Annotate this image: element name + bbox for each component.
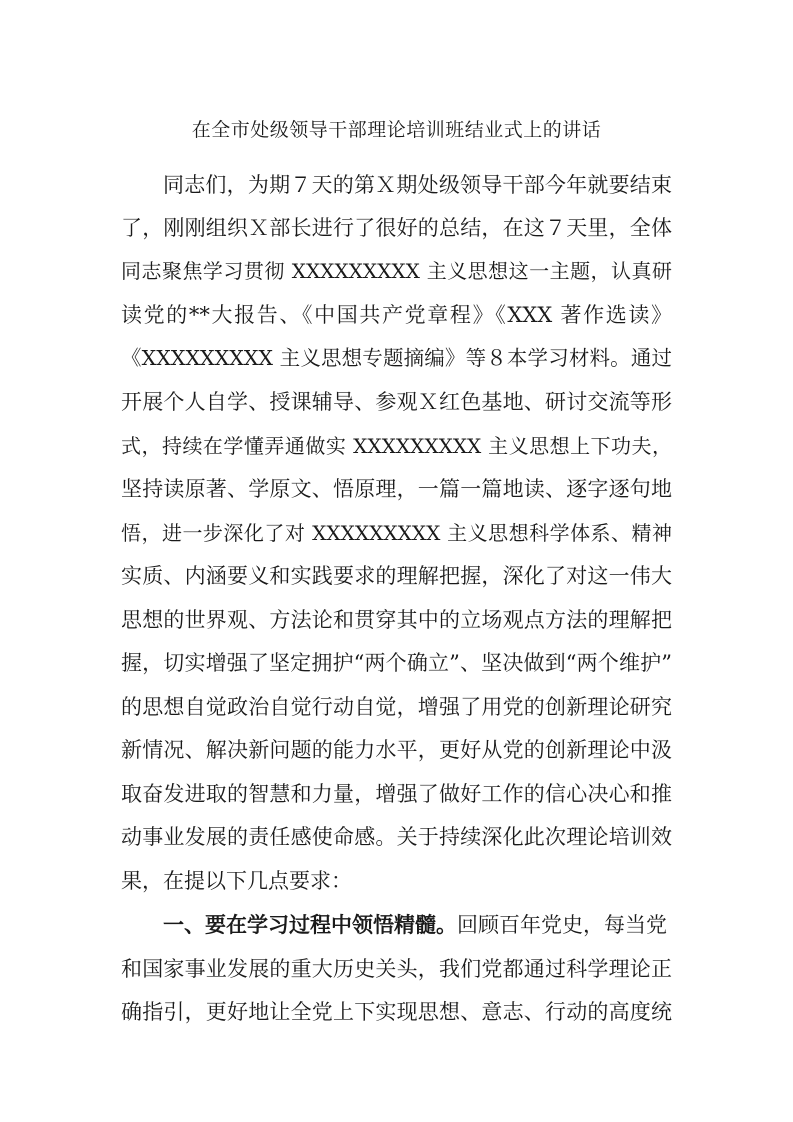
paragraph-line: 确指引，更好地让全党上下实现思想、意志、行动的高度统 xyxy=(121,1000,672,1024)
paragraph-line: 果，在提以下几点要求： xyxy=(121,869,352,893)
document-title: 在全市处级领导干部理论培训班结业式上的讲话 xyxy=(191,119,602,141)
section-heading: 一、要在学习过程中领悟精髓。 xyxy=(163,912,457,937)
section-heading-rest: 回顾百年党史，每当党 xyxy=(457,913,667,937)
paragraph-line: 同志聚焦学习贯彻 XXXXXXXXX 主义思想这一主题，认真研 xyxy=(121,259,672,283)
paragraph-line: 悟，进一步深化了对 XXXXXXXXX 主义思想科学体系、精神 xyxy=(121,521,672,545)
paragraph-line: 动事业发展的责任感使命感。关于持续深化此次理论培训效 xyxy=(121,825,672,849)
paragraph-line: 和国家事业发展的重大历史关头，我们党都通过科学理论正 xyxy=(121,957,672,981)
paragraph-line: 握，切实增强了坚定拥护“两个确立”、坚决做到“两个维护” xyxy=(121,651,672,675)
paragraph-line: 实质、内涵要义和实践要求的理解把握，深化了对这一伟大 xyxy=(121,564,672,588)
paragraph-line: 坚持读原著、学原文、悟原理，一篇一篇地读、逐字逐句地 xyxy=(121,477,672,501)
paragraph-line: 开展个人自学、授课辅导、参观Ｘ红色基地、研讨交流等形 xyxy=(121,390,672,414)
paragraph-line: 《XXXXXXXXX 主义思想专题摘编》等８本学习材料。通过 xyxy=(121,346,672,370)
paragraph-line: 了，刚刚组织Ｘ部长进行了很好的总结，在这７天里，全体 xyxy=(121,216,672,240)
paragraph-line: 新情况、解决新问题的能力水平，更好从党的创新理论中汲 xyxy=(121,738,672,762)
paragraph-line: 读党的**大报告、《中国共产党章程》《XXX 著作选读》 xyxy=(121,303,672,327)
paragraph-line: 思想的世界观、方法论和贯穿其中的立场观点方法的理解把 xyxy=(121,608,672,632)
section-heading-line xyxy=(163,910,672,940)
paragraph-line: 式，持续在学懂弄通做实 XXXXXXXXX 主义思想上下功夫， xyxy=(121,434,672,458)
paragraph-line: 同志们，为期７天的第Ｘ期处级领导干部今年就要结束 xyxy=(163,173,672,197)
paragraph-line: 的思想自觉政治自觉行动自觉，增强了用党的创新理论研究 xyxy=(121,695,672,719)
paragraph-line: 取奋发进取的智慧和力量，增强了做好工作的信心决心和推 xyxy=(121,782,672,806)
